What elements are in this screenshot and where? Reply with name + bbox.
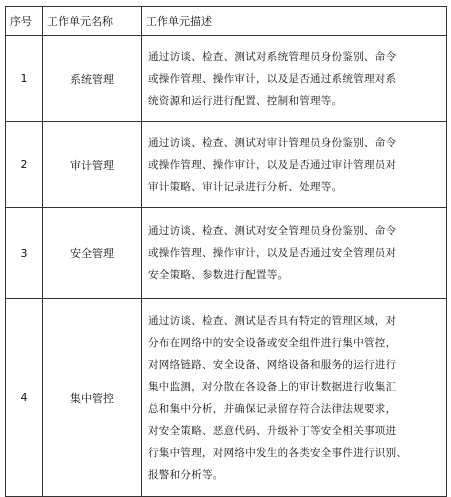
description-line: 统资源和运行进行配置、控制和管理等。 <box>148 94 343 107</box>
description-line: 行集中管理，对网络中发生的各类安全事件进行识别、 <box>148 446 408 459</box>
description-line: 通过访谈、检查、测试对安全管理员身份鉴别、命令 <box>148 225 397 237</box>
description-line: 通过访谈、检查、测试对审计管理员身份鉴别、命令 <box>148 136 397 149</box>
table-row <box>6 36 447 122</box>
description-line: 分布在网络中的安全设备或安全组件进行集中管控， <box>148 336 397 349</box>
description-line: 通过访谈、检查、测试是否具有特定的管理区域，对 <box>148 314 397 327</box>
description-line: 报警和分析等。 <box>148 468 224 481</box>
row-index: 2 <box>6 122 43 208</box>
row-unit-name: 安全管理 <box>43 208 142 299</box>
description-line: 或操作管理、操作审计，以及是否通过安全管理员对 <box>148 247 397 259</box>
row-unit-description <box>142 36 447 122</box>
row-unit-description <box>142 122 447 208</box>
description-line: 总和集中分析，并确保记录留存符合法律法规要求， <box>148 402 397 415</box>
description-line: 对网络链路、安全设备、网络设备和服务的运行进行 <box>148 358 397 371</box>
row-unit-name: 集中管控 <box>43 299 142 497</box>
description-line: 通过访谈、检查、测试对系统管理员身份鉴别、命令 <box>148 50 397 63</box>
row-index: 3 <box>6 208 43 299</box>
description-line: 对安全策略、恶意代码、升级补丁等安全相关事项进 <box>148 424 397 437</box>
table-header-row <box>6 7 447 36</box>
row-unit-description <box>142 299 447 497</box>
row-unit-description <box>142 208 447 299</box>
header-unit-description: 工作单元描述 <box>142 7 447 36</box>
description-line: 审计策略、审计记录进行分析、处理等。 <box>148 180 343 193</box>
header-unit-name: 工作单元名称 <box>43 7 142 36</box>
row-unit-name: 审计管理 <box>43 122 142 208</box>
table-row <box>6 208 447 299</box>
table-row <box>6 299 447 497</box>
header-index: 序号 <box>6 7 43 36</box>
table-row <box>6 122 447 208</box>
row-unit-name: 系统管理 <box>43 36 142 122</box>
row-index: 4 <box>6 299 43 497</box>
description-line: 安全策略、参数进行配置等。 <box>148 269 289 281</box>
row-index: 1 <box>6 36 43 122</box>
description-line: 或操作管理、操作审计，以及是否通过审计管理员对 <box>148 158 397 171</box>
description-line: 集中监测，对分散在各设备上的审计数据进行收集汇 <box>148 380 397 393</box>
work-unit-table <box>5 6 447 497</box>
description-line: 或操作管理、操作审计，以及是否通过系统管理对系 <box>148 72 397 85</box>
